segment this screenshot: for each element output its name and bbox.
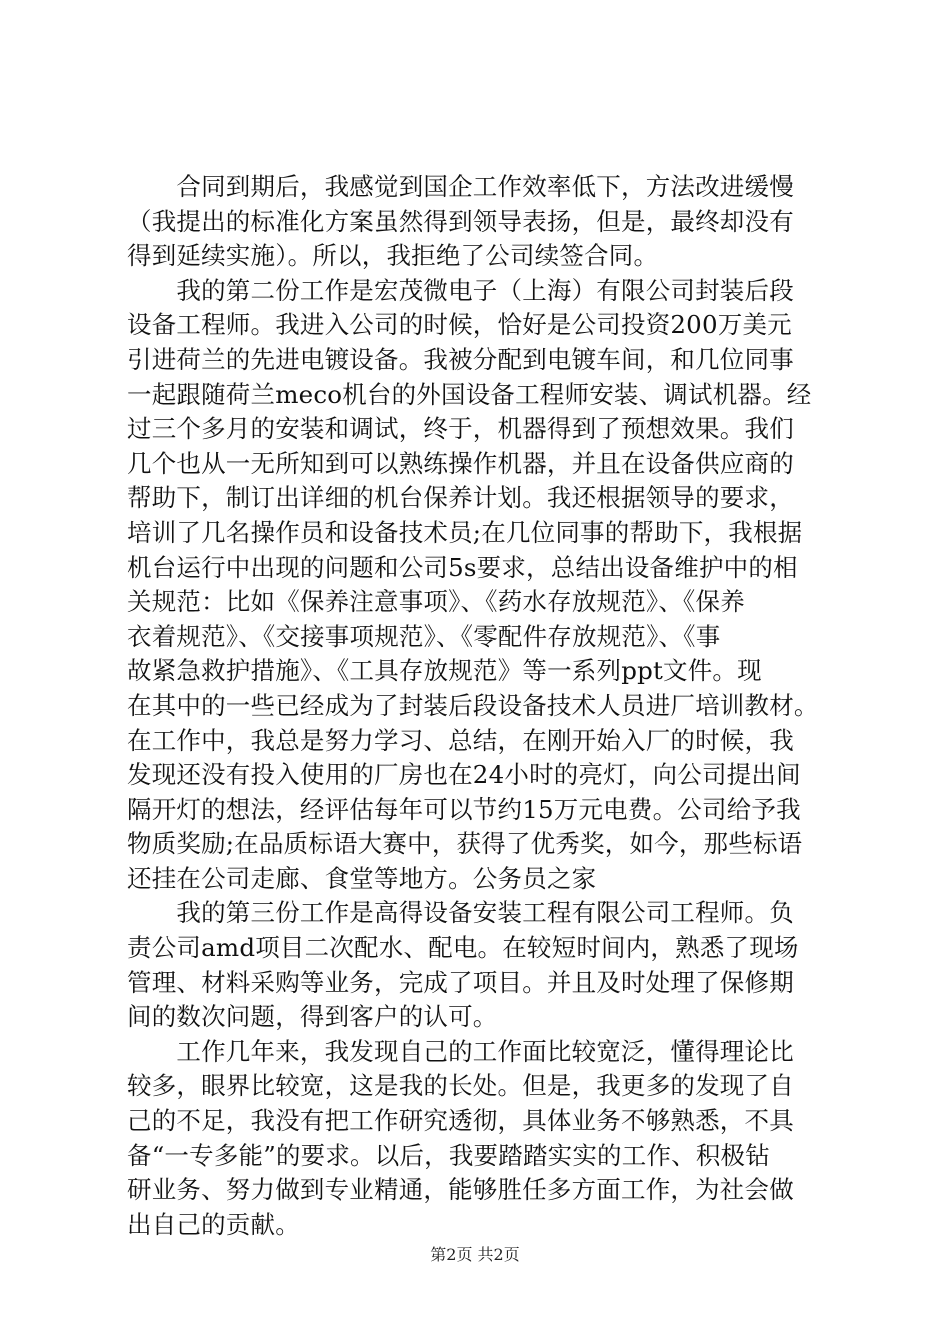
text-line: 出自己的贡献。: [127, 1209, 300, 1239]
text-line: 我的第三份工作是高得设备安装工程有限公司工程师。负: [127, 898, 794, 928]
document-body: [127, 170, 833, 1242]
text-line: 己的不足，我没有把工作研究透彻，具体业务不够熟悉，不具: [127, 1106, 794, 1136]
text-line: 责公司amd项目二次配水、配电。在较短时间内，熟悉了现场: [127, 933, 799, 963]
text-line: 过三个多月的安装和调试，终于，机器得到了预想效果。我们: [127, 414, 794, 444]
text-line: 在其中的一些已经成为了封装后段设备技术人员进厂培训教材。: [127, 690, 819, 720]
text-line: 引进荷兰的先进电镀设备。我被分配到电镀车间，和几位同事: [127, 344, 794, 374]
text-line: 关规范：比如《保养注意事项》、《药水存放规范》、《保养: [127, 587, 745, 617]
text-line: 我的第二份工作是宏茂微电子（上海）有限公司封装后段: [127, 275, 794, 305]
text-line: 较多，眼界比较宽，这是我的长处。但是，我更多的发现了自: [127, 1071, 794, 1101]
page-number: 第2页 共2页: [430, 1245, 520, 1264]
text-line: 备“一专多能”的要求。以后，我要踏踏实实的工作、积极钻: [127, 1140, 770, 1170]
text-line: 工作几年来，我发现自己的工作面比较宽泛，懂得理论比: [127, 1036, 794, 1066]
text-line: （我提出的标准化方案虽然得到领导表扬，但是，最终却没有: [127, 206, 794, 236]
text-line: 管理、材料采购等业务，完成了项目。并且及时处理了保修期: [127, 967, 794, 997]
text-line: 研业务、努力做到专业精通，能够胜任多方面工作，为社会做: [127, 1175, 794, 1205]
text-line: 得到延续实施）。所以，我拒绝了公司续签合同。: [127, 241, 659, 271]
text-line: 设备工程师。我进入公司的时候，恰好是公司投资200万美元: [127, 310, 792, 340]
text-line: 还挂在公司走廊、食堂等地方。公务员之家: [127, 863, 597, 893]
text-line: 间的数次问题，得到客户的认可。: [127, 1002, 498, 1032]
text-line: 衣着规范》、《交接事项规范》、《零配件存放规范》、《事: [127, 621, 721, 651]
text-line: 在工作中，我总是努力学习、总结，在刚开始入厂的时候，我: [127, 725, 794, 755]
text-line: 故紧急救护措施》、《工具存放规范》等一系列ppt文件。现: [127, 656, 762, 686]
text-line: 发现还没有投入使用的厂房也在24小时的亮灯，向公司提出间: [127, 760, 801, 790]
page-footer: [0, 1242, 950, 1265]
text-line: 机台运行中出现的问题和公司5s要求，总结出设备维护中的相: [127, 552, 798, 582]
text-line: 物质奖励;在品质标语大赛中，获得了优秀奖，如今，那些标语: [127, 829, 803, 859]
text-line: 一起跟随荷兰meco机台的外国设备工程师安装、调试机器。经: [127, 379, 812, 409]
text-line: 合同到期后，我感觉到国企工作效率低下，方法改进缓慢: [127, 172, 794, 201]
text-line: 隔开灯的想法，经评估每年可以节约15万元电费。公司给予我: [127, 794, 801, 824]
text-line: 培训了几名操作员和设备技术员;在几位同事的帮助下，我根据: [127, 517, 803, 547]
text-line: 帮助下，制订出详细的机台保养计划。我还根据领导的要求，: [127, 483, 794, 513]
text-line: 几个也从一无所知到可以熟练操作机器，并且在设备供应商的: [127, 448, 794, 478]
